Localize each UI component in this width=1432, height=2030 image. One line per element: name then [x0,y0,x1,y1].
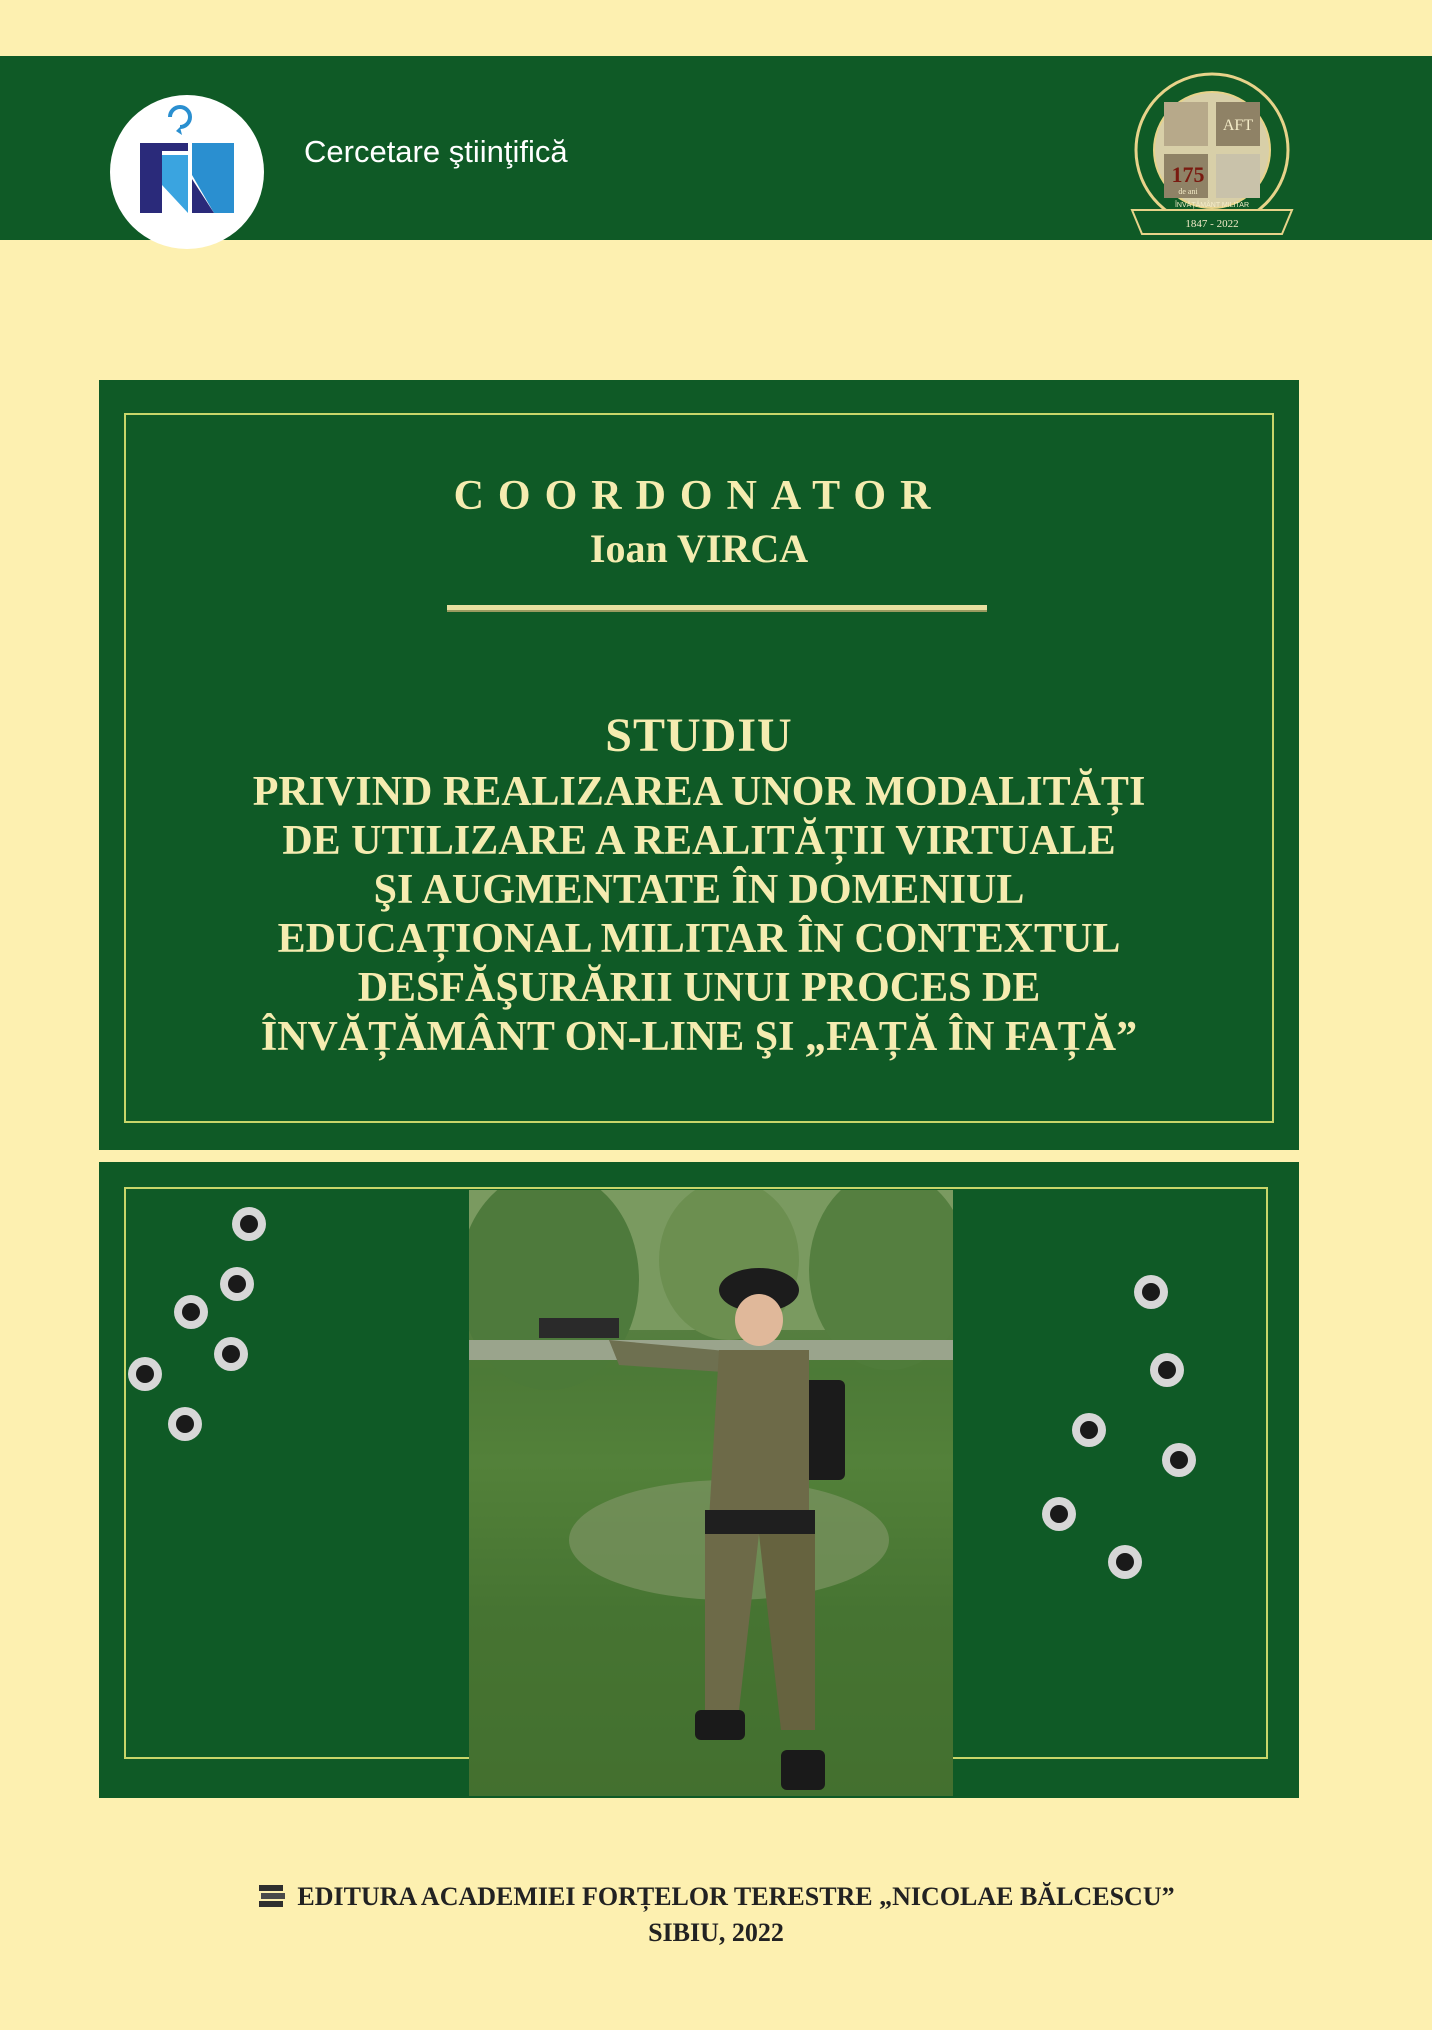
bullet-hole-icon [163,1402,207,1446]
bullet-hole-icon [1145,1348,1189,1392]
seal-dates: 1847 - 2022 [1185,218,1239,230]
bullet-hole-icon [1157,1438,1201,1482]
seal-years-suffix: de ani [1178,187,1198,196]
bullet-hole-icon [1037,1492,1081,1536]
book-title: STUDIU [605,709,793,762]
bullet-hole-icon [1129,1270,1173,1314]
academy-seal-icon [1122,70,1302,240]
city-year: SIBIU, 2022 [648,1918,784,1947]
bullet-hole-icon [227,1202,271,1246]
soldier-vr-headset-photo [469,1190,953,1796]
bullet-hole-icon [1103,1540,1147,1584]
seal-banner: ÎNVĂŢĂMÂNT MILITAR [1174,202,1250,209]
bullet-hole-icon [209,1332,253,1376]
books-icon [257,1883,287,1916]
series-label: Cercetare ştiinţifică [304,134,568,169]
coordinator-name: Ioan VIRCA [589,526,809,571]
bullet-hole-icon [123,1352,167,1396]
publisher-name: EDITURA ACADEMIEI FORȚELOR TERESTRE „NICOLAE BĂLCESCU” [297,1882,1175,1911]
seal-monogram: AFT [1222,117,1254,134]
seal-years: 175 [1171,162,1205,187]
coordinator-label: COORDONATOR [453,473,945,519]
publisher-line [0,1882,1432,1916]
divider-rule [447,605,987,612]
photo-panel [99,1162,1299,1798]
publisher-logo-icon [110,95,264,249]
book-subtitle: PRIVIND REALIZAREA UNOR MODALITĂȚI DE UTILIZARE A REALITĂȚII VIRTUALE ŞI AUGMENTATE ÎN DOMENIUL EDUCAȚIONAL MILITAR ÎN CONTEXTUL DESFĂŞURĂRII UNUI PROCES DE ÎNVĂȚĂMÂNT ON-LINE ŞI „FAȚĂ ÎN FAȚĂ” [252,769,1146,1060]
title-panel [99,380,1299,1150]
bullet-hole-icon [215,1262,259,1306]
bullet-hole-icon [1067,1408,1111,1452]
bullet-hole-icon [169,1290,213,1334]
